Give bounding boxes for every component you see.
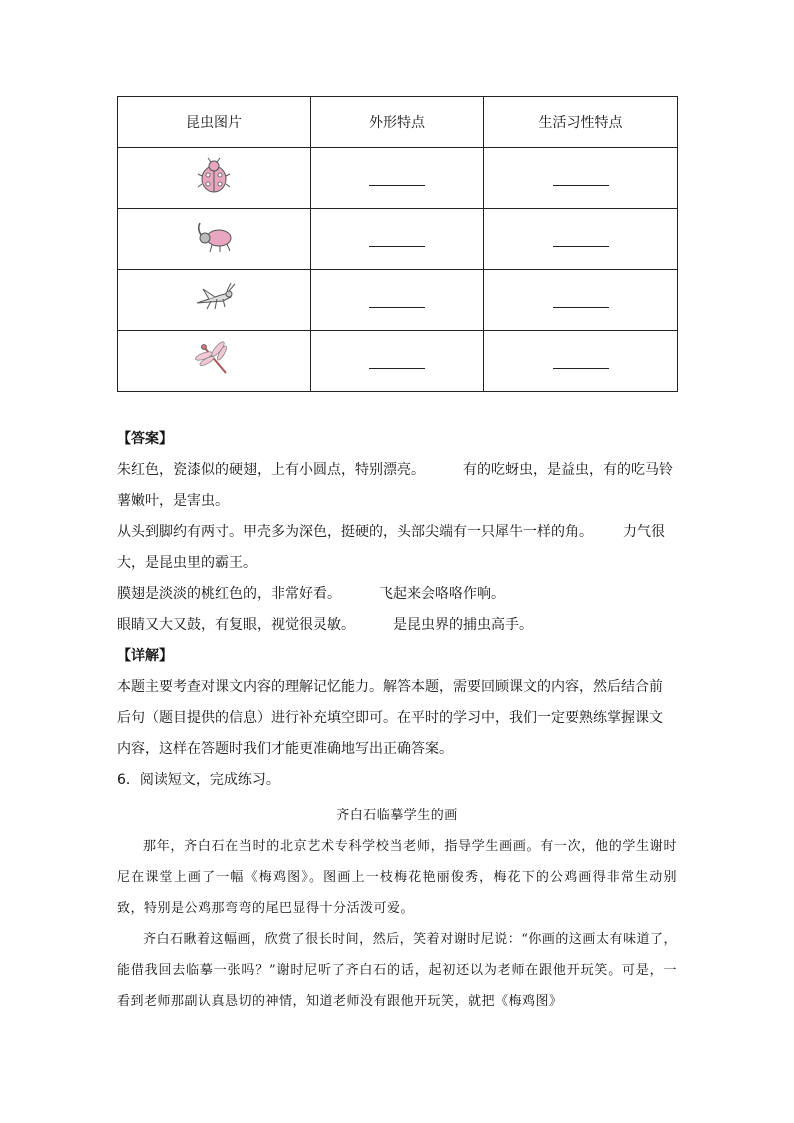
appearance-blank[interactable] <box>369 234 425 247</box>
table-row <box>118 331 678 392</box>
appearance-blank[interactable] <box>369 173 425 186</box>
story-paragraph: 齐白石瞅着这幅画，欣赏了很长时间，然后，笑着对谢时尼说：“你画的这画太有味道了，能借我回去临摹一张吗？”谢时尼听了齐白石的话，起初还以为老师在跟他开玩笑。可是，一看到老师那副认真恳切的神情，知道老师没有跟他开玩笑，就把《梅鸡图》 <box>117 932 677 1009</box>
answer-section <box>117 424 677 796</box>
answer-line: 从头到脚约有两寸。甲壳多为深色，挺硬的，头部尖端有一只犀牛一样的角。 力气很 <box>117 524 665 540</box>
habits-blank[interactable] <box>553 173 609 186</box>
answer-line: 朱红色，瓷漆似的硬翅，上有小圆点，特别漂亮。 有的吃蚜虫，是益虫，有的吃马铃 <box>117 462 673 478</box>
dragonfly-icon <box>194 339 234 383</box>
habits-blank[interactable] <box>553 356 609 369</box>
answer-line: 膜翅是淡淡的桃红色的，非常好看。 飞起来会咯咯作响。 <box>117 586 505 602</box>
detail-line: 本题主要考查对课文内容的理解记忆能力。解答本题，需要回顾课文的内容，然后结合前 <box>117 679 663 695</box>
insect-table <box>117 96 678 392</box>
story-section <box>117 800 677 1017</box>
answer-heading: 【答案】 <box>117 431 173 447</box>
story-paragraph: 那年，齐白石在当时的北京艺术专科学校当老师，指导学生画画。有一次，他的学生谢时尼在课堂上画了一幅《梅鸡图》。图画上一枝梅花艳丽俊秀，梅花下的公鸡画得非常生动别致，特别是公鸡那弯弯的尾巴显得十分活泼可爱。 <box>117 839 677 916</box>
habits-blank[interactable] <box>553 234 609 247</box>
detail-line: 后句（题目提供的信息）进行补充填空即可。在平时的学习中，我们一定要熟练掌握课文 <box>117 710 663 726</box>
ladybug-icon <box>194 156 234 200</box>
answer-line: 薯嫩叶，是害虫。 <box>117 493 229 509</box>
header-insect-picture: 昆虫图片 <box>118 97 311 148</box>
answer-line: 大，是昆虫里的霸王。 <box>117 555 257 571</box>
grasshopper-icon <box>191 281 237 319</box>
habits-blank[interactable] <box>553 295 609 308</box>
table-row <box>118 270 678 331</box>
story-title: 齐白石临摹学生的画 <box>336 808 458 823</box>
header-habits: 生活习性特点 <box>484 97 678 148</box>
table-header-row <box>118 97 678 148</box>
beetle-icon <box>192 220 236 258</box>
appearance-blank[interactable] <box>369 295 425 308</box>
table-row <box>118 209 678 270</box>
detail-heading: 【详解】 <box>117 648 173 664</box>
answer-line: 眼睛又大又鼓，有复眼，视觉很灵敏。 是昆虫界的捕虫高手。 <box>117 617 533 633</box>
detail-line: 内容，这样在答题时我们才能更准确地写出正确答案。 <box>117 741 453 757</box>
table-row <box>118 148 678 209</box>
appearance-blank[interactable] <box>369 356 425 369</box>
header-appearance: 外形特点 <box>311 97 484 148</box>
question-prompt: 6．阅读短文，完成练习。 <box>117 772 280 788</box>
